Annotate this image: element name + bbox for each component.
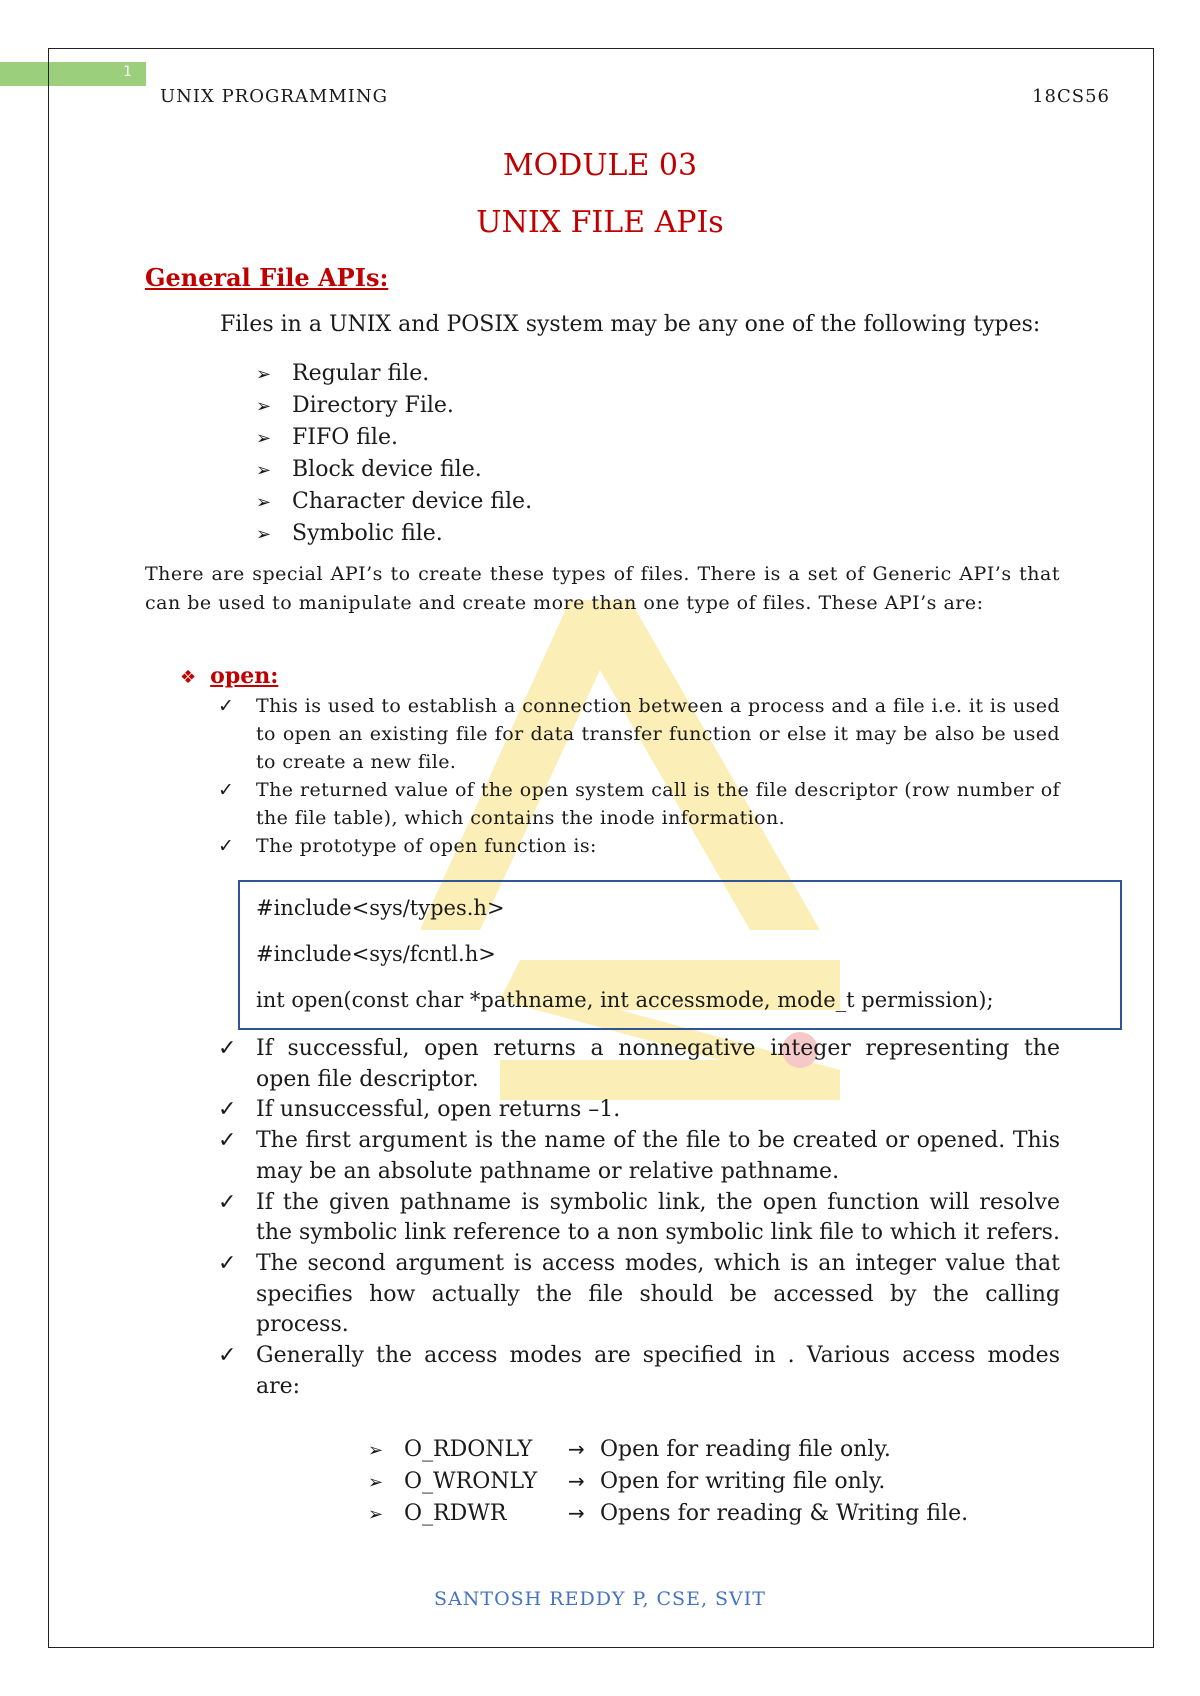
intro-text: Files in a UNIX and POSIX system may be any one of the following types:	[220, 312, 1041, 337]
arrow-bullet-icon: ➢	[256, 460, 272, 481]
right-arrow-icon: →	[568, 1501, 585, 1525]
list-item: ➢ Character device file.	[256, 486, 532, 518]
mode-name: O_WRONLY	[404, 1469, 538, 1494]
list-item: ➢ Directory File.	[256, 390, 532, 422]
check-icon: ✓	[218, 1189, 237, 1215]
check-icon: ✓	[218, 1036, 237, 1061]
section-heading: General File APIs:	[145, 263, 389, 292]
list-item	[368, 1466, 968, 1498]
list-item: ✓ Generally the access modes are specified in . Various access modes are:	[218, 1343, 1060, 1399]
footer-author: SANTOSH REDDY P, CSE, SVIT	[434, 1588, 766, 1610]
arrow-bullet-icon: ➢	[368, 1472, 384, 1493]
list-item: ➢ Symbolic file.	[256, 518, 532, 550]
check-icon: ✓	[218, 779, 235, 801]
header-course-title: UNIX PROGRAMMING	[160, 86, 389, 107]
access-modes-list	[368, 1434, 968, 1530]
open-heading	[180, 663, 278, 689]
check-icon: ✓	[218, 1128, 237, 1154]
code-line: int open(const char *pathname, int accessmode, mode_t permission);	[256, 988, 994, 1012]
check-icon: ✓	[218, 1250, 237, 1276]
code-line: #include<sys/types.h>	[256, 896, 505, 920]
file-types-list	[256, 358, 532, 550]
list-item: ✓ The prototype of open function is:	[218, 832, 1060, 860]
arrow-bullet-icon: ➢	[256, 364, 272, 385]
list-item	[368, 1498, 968, 1530]
list-item: ✓ The second argument is access modes, which is an integer value that specifies how actually the file should be accessed by the calling process.	[218, 1250, 1060, 1338]
module-title: MODULE 03	[502, 148, 698, 183]
arrow-bullet-icon: ➢	[256, 428, 272, 449]
check-icon: ✓	[218, 1097, 237, 1123]
list-item: ✓ If the given pathname is symbolic link, the open function will resolve the symbolic link reference to a non symbolic link file to which it refers.	[218, 1189, 1060, 1246]
list-item: ✓ The returned value of the open system call is the file descriptor (row number of the file table), which contains the inode information.	[218, 776, 1060, 832]
right-arrow-icon: →	[568, 1437, 585, 1461]
generic-api-paragraph: There are special API’s to create these types of files. There is a set of Generic API’s that can be used to manipulate and create more than one type of files. These API’s are:	[145, 563, 1060, 614]
diamond-bullet-icon: ❖	[180, 667, 197, 688]
check-icon: ✓	[218, 835, 235, 857]
list-item: ➢ Block device file.	[256, 454, 532, 486]
open-heading-label: open:	[210, 663, 279, 689]
code-line: #include<sys/fcntl.h>	[256, 942, 496, 966]
mode-description: Opens for reading & Writing file.	[600, 1501, 969, 1526]
header-course-code: 18CS56	[1032, 86, 1110, 107]
list-item: ✓ If unsuccessful, open returns –1.	[218, 1095, 1060, 1126]
arrow-bullet-icon: ➢	[256, 524, 272, 545]
check-icon: ✓	[218, 695, 235, 717]
right-arrow-icon: →	[568, 1469, 585, 1493]
mode-description: Open for writing file only.	[600, 1469, 886, 1494]
mode-name: O_RDONLY	[404, 1437, 533, 1462]
list-item: ✓ This is used to establish a connection between a process and a file i.e. it is used to open an existing file for data transfer function or else it may be also be used to create a new file.	[218, 692, 1060, 776]
code-block	[238, 880, 1122, 1030]
arrow-bullet-icon: ➢	[368, 1440, 384, 1461]
arrow-bullet-icon: ➢	[368, 1504, 384, 1525]
module-subtitle: UNIX FILE APIs	[476, 205, 724, 240]
open-details-list	[218, 1034, 1060, 1402]
arrow-bullet-icon: ➢	[256, 396, 272, 417]
check-icon: ✓	[218, 1343, 237, 1369]
mode-description: Open for reading file only.	[600, 1437, 891, 1462]
list-item: ➢ FIFO file.	[256, 422, 532, 454]
list-item: ➢ Regular file.	[256, 358, 532, 390]
page-number: 1	[123, 64, 132, 80]
arrow-bullet-icon: ➢	[256, 492, 272, 513]
list-item: ✓ The first argument is the name of the file to be created or opened. This may be an absolute pathname or relative pathname.	[218, 1128, 1060, 1184]
list-item	[368, 1434, 968, 1466]
open-points-list	[218, 692, 1060, 860]
mode-name: O_RDWR	[404, 1501, 507, 1526]
list-item: ✓ If successful, open returns a nonnegative integer representing the open file descriptor.	[218, 1036, 1060, 1092]
